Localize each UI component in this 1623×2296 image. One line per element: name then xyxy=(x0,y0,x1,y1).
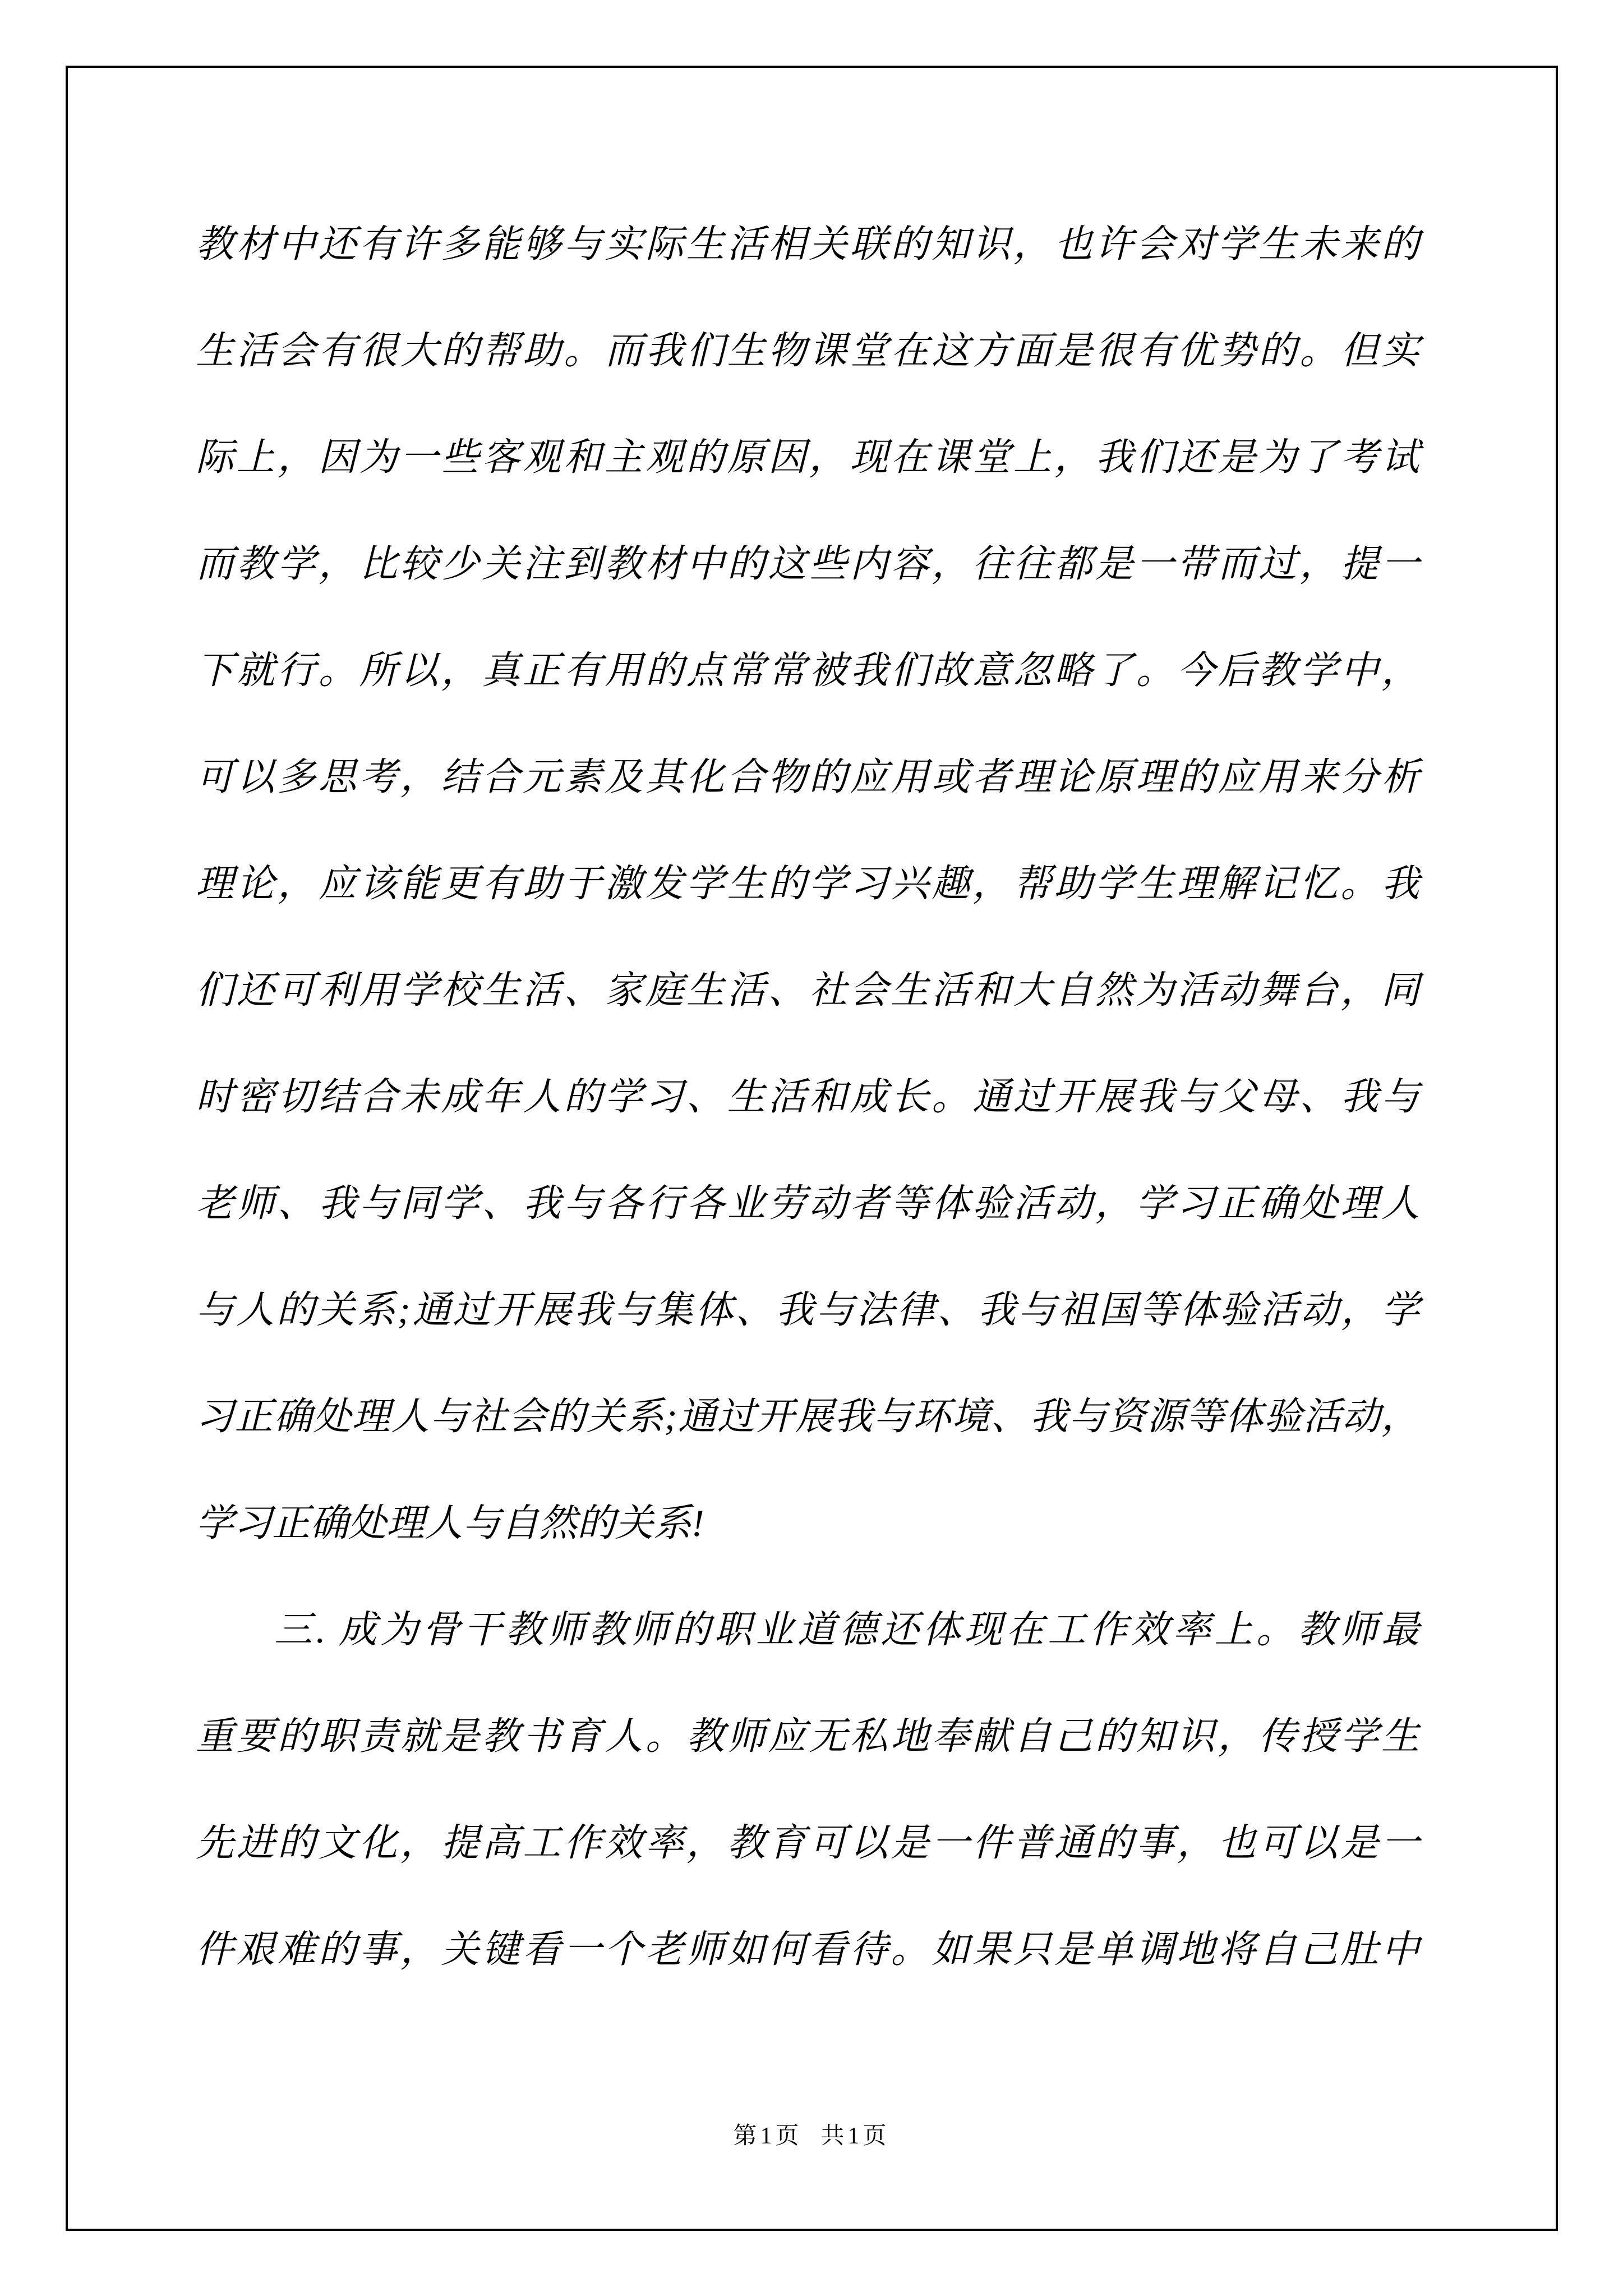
text-line: 老师、我与同学、我与各行各业劳动者等体验活动，学习正确处理人 xyxy=(196,1182,1419,1225)
text-line: 重要的职责就是教书育人。教师应无私地奉献自己的知识，传授学生 xyxy=(196,1715,1419,1757)
text-line: 而教学，比较少关注到教材中的这些内容，往往都是一带而过，提一 xyxy=(196,542,1419,585)
text-line: 教材中还有许多能够与实际生活相关联的知识，也许会对学生未来的 xyxy=(196,223,1419,265)
text-line: 际上，因为一些客观和主观的原因，现在课堂上，我们还是为了考试 xyxy=(196,436,1419,478)
text-line: 时密切结合未成年人的学习、生活和成长。通过开展我与父母、我与 xyxy=(196,1075,1419,1118)
text-line: 习正确处理人与社会的关系;通过开展我与环境、我与资源等体验活动， xyxy=(196,1395,1419,1438)
text-line: 与人的关系;通过开展我与集体、我与法律、我与祖国等体验活动，学 xyxy=(196,1289,1419,1331)
text-line: 学习正确处理人与自然的关系! xyxy=(196,1502,704,1544)
text-line: 生活会有很大的帮助。而我们生物课堂在这方面是很有优势的。但实 xyxy=(196,329,1419,372)
document-body-text xyxy=(196,191,1419,2003)
text-line: 理论，应该能更有助于激发学生的学习兴趣，帮助学生理解记忆。我 xyxy=(196,862,1419,905)
text-line: 们还可利用学校生活、家庭生活、社会生活和大自然为活动舞台，同 xyxy=(196,969,1419,1011)
text-line: 可以多思考，结合元素及其化合物的应用或者理论原理的应用来分析 xyxy=(196,756,1419,798)
text-line: 三. 成为骨干教师教师的职业道德还体现在工作效率上。教师最 xyxy=(274,1608,1419,1651)
text-line: 件艰难的事，关键看一个老师如何看待。如果只是单调地将自己肚中 xyxy=(196,1928,1419,1971)
page-footer: 第1页 共1页 xyxy=(733,2123,890,2149)
text-line: 下就行。所以，真正有用的点常常被我们故意忽略了。今后教学中， xyxy=(196,649,1419,692)
text-line: 先进的文化，提高工作效率，教育可以是一件普通的事，也可以是一 xyxy=(196,1821,1419,1864)
